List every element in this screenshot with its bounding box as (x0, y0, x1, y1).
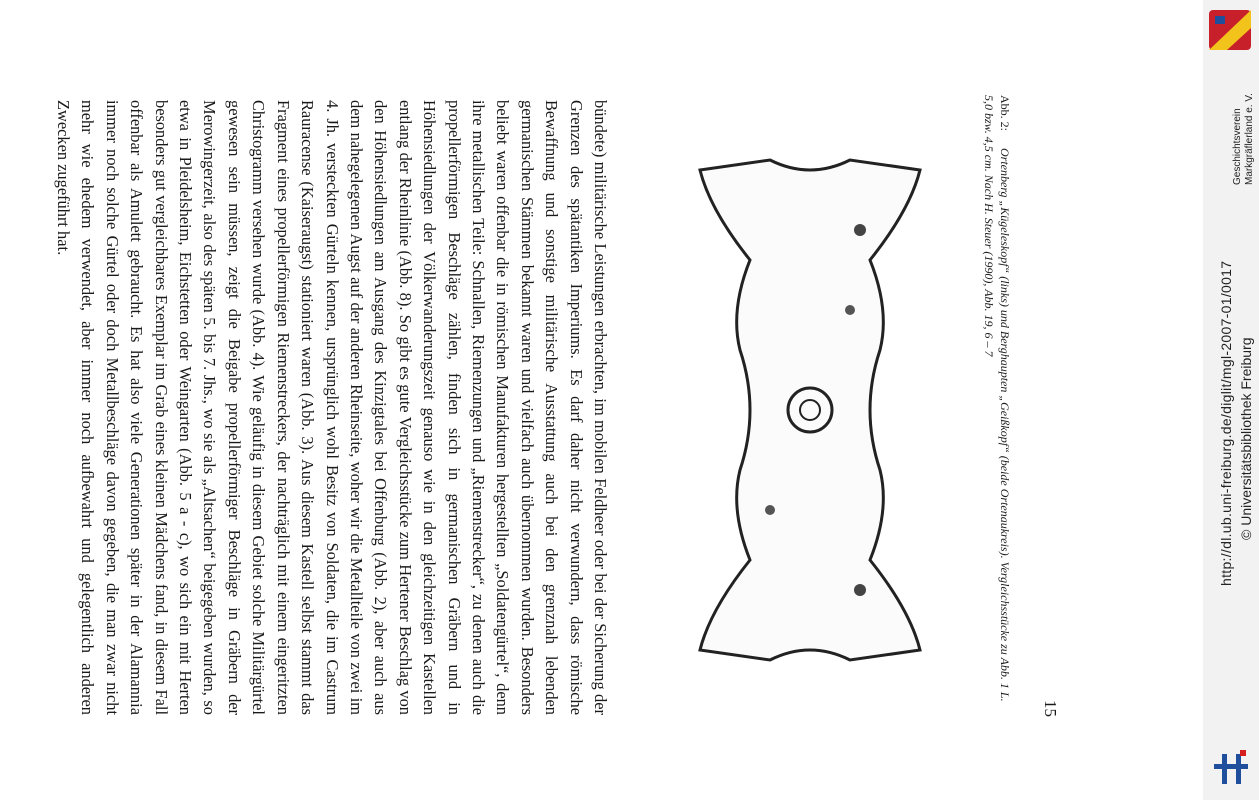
fitting-left (700, 160, 920, 660)
caption-text: Ortenberg „Kügeleskopf“ (links) und Berghaupten „Geißkopf“ (beide Ortenaukreis). Vergleichsstücke zu Abb. 1 L. 5,0 bzw. 4,5 cm. Nach H. Steuer (1990), Abb. 19, 6 – 7 (982, 95, 1012, 702)
society-name-line1: Geschichtsverein (1232, 108, 1243, 185)
source-url-link[interactable]: http://dl.ub.uni-freiburg.de/diglit/mgl-2007-01/0017 (1218, 260, 1234, 586)
society-crest-icon[interactable] (1207, 8, 1253, 52)
figure-caption (981, 95, 1013, 715)
page-number: 15 (1041, 700, 1060, 717)
caption-label: Abb. 2: (998, 95, 1012, 131)
society-name-line2: Markgräflerland e. V. (1244, 93, 1255, 185)
copyright-notice: © Universitätsbibliothek Freiburg (1238, 337, 1254, 540)
ub-freiburg-logo-icon[interactable] (1210, 748, 1252, 788)
body-paragraph: bündete) militärische Leistungen erbrachten, im mobilen Feldheer oder bei der Sicherung der Grenzen des spätantiken Imperiums. Es darf daher nicht verwundern, dass römische Bewaffnung und sonstige militärische Ausstattung auch bei den grenznah lebenden germanischen Stämmen bekannt waren und vielfach auch übernommen wurden. Besonders beliebt waren offenbar die in römischen Manufakturen hergestellten „Soldatengürtel“, denn ihre metallischen Teile: Schnallen, Riemenzungen und „Riemenstrecker“, zu denen auch die propellerförmigen Beschläge zählen, finden sich in germanischen Gräbern und in Höhensiedlungen der Völkerwanderungszeit genauso wie in den gleichzeitigen Kastellen entlang der Rheinlinie (Abb. 8). So gibt es gute Vergleichsstücke zum Hertener Beschlag von den Höhensiedlungen am Ausgang des Kinzigtales bei Offenburg (Abb. 2), aber auch aus dem nahegelegenen Augst auf der anderen Rheinseite, woher wir die Metallteile von zwei im 4. Jh. versteckten Gürteln kennen, ursprünglich wohl Besitz von Soldaten, die im Castrum Rauracense (Kaiseraugst) stationiert waren (Abb. 3). Aus diesem Kastell selbst stammt das Fragment eines propellerförmigen Riemenstreckers, der nachträglich mit einem eingeritzten Christogramm versehen wurde (Abb. 4). Wie geläufig in diesem Gebiet solche Militärgürtel gewesen sein müssen, zeigt die Beigabe propellerförmiger Beschläge in Gräbern der Merowingerzeit, also des späten 5. bis 7. Jhs., wo sie als „Altsachen“ beigegeben wurden, so etwa in Pleidelsheim, Eichstetten oder Weingarten (Abb. 5 a - c), wo sich ein mit Herten besonders gut vergleichbares Exemplar im Grab eines kleinen Mädchens fand, in diesem Fall offenbar als Amulett gebraucht. Es hat also viele Generationen später in der Alamannia immer noch solche Gürtel oder doch Metallbeschläge davon gegeben, die man zwar nicht mehr wie ehedem verwendet, aber immer noch aufbewahrt und gelegentlich anderen Zwecken zugeführt hat. (54, 100, 610, 715)
figure-belt-fittings (640, 100, 980, 715)
body-text (51, 100, 612, 715)
